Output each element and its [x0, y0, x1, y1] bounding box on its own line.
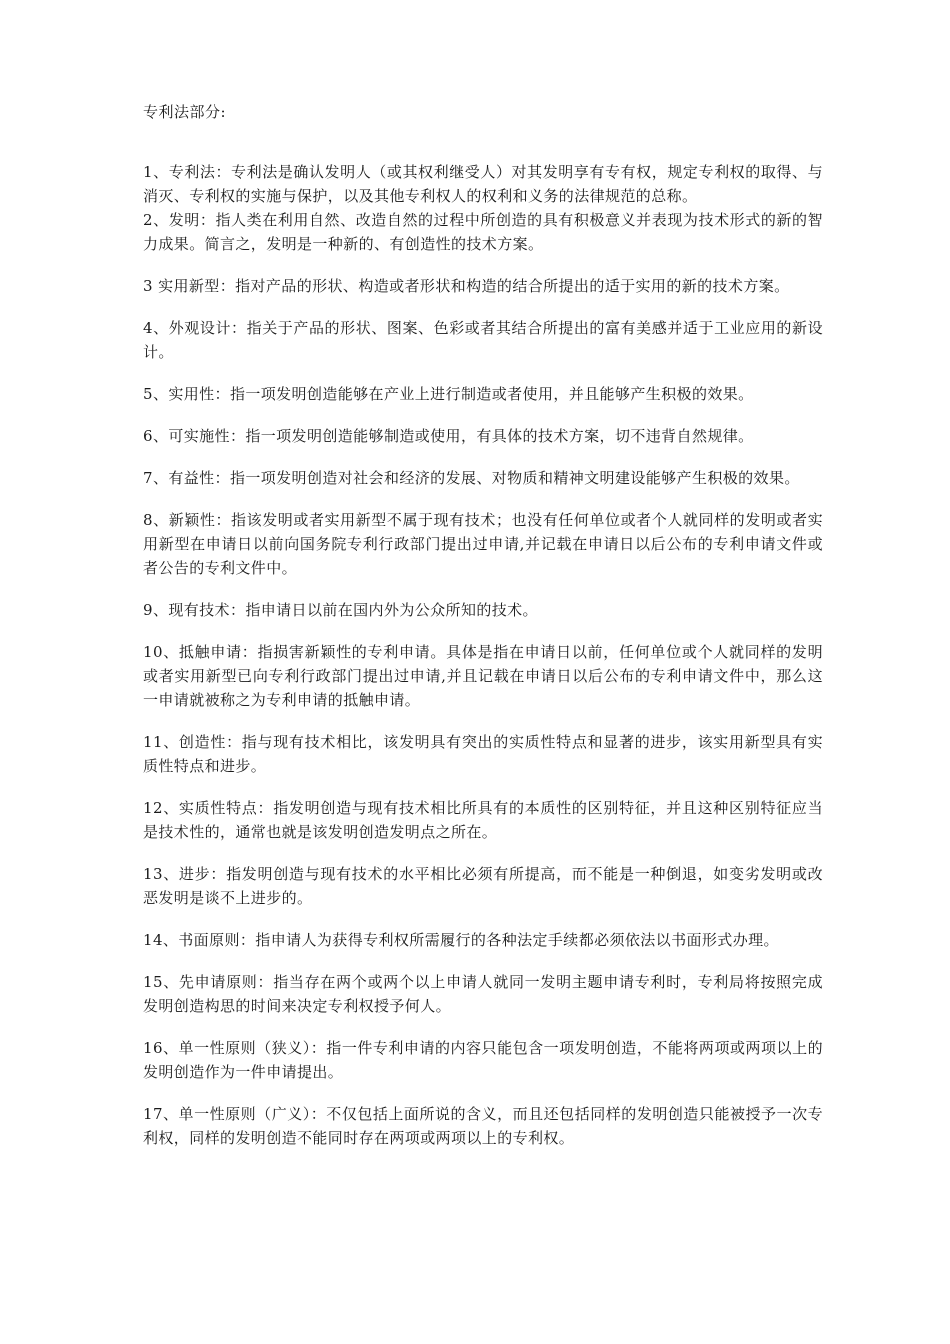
definition-entry-7: 7、有益性：指一项发明创造对社会和经济的发展、对物质和精神文明建设能够产生积极的效果。	[143, 469, 800, 487]
definition-entry-3: 3 实用新型：指对产品的形状、构造或者形状和构造的结合所提出的适于实用的新的技术方案。	[143, 277, 790, 295]
section-title: 专利法部分:	[143, 103, 227, 121]
definition-entry-1: 1、专利法：专利法是确认发明人（或其权利继受人）对其发明享有专有权，规定专利权的取得、与消灭、专利权的实施与保护，以及其他专利权人的权利和义务的法律规范的总称。	[143, 163, 823, 205]
definition-entry-11: 11、创造性：指与现有技术相比，该发明具有突出的实质性特点和显著的进步，该实用新型具有实质性特点和进步。	[143, 733, 823, 775]
definition-entry-17: 17、单一性原则（广义）：不仅包括上面所说的含义，而且还包括同样的发明创造只能被授予一次专利权，同样的发明创造不能同时存在两项或两项以上的专利权。	[143, 1105, 823, 1147]
definition-entry-16: 16、单一性原则（狭义）：指一件专利申请的内容只能包含一项发明创造，不能将两项或两项以上的发明创造作为一件申请提出。	[143, 1039, 823, 1081]
definition-entry-4: 4、外观设计：指关于产品的形状、图案、色彩或者其结合所提出的富有美感并适于工业应用的新设计。	[143, 319, 823, 361]
definition-entry-5: 5、实用性：指一项发明创造能够在产业上进行制造或者使用，并且能够产生积极的效果。	[143, 385, 754, 403]
definition-entry-8: 8、新颖性：指该发明或者实用新型不属于现有技术；也没有任何单位或者个人就同样的发明或者实用新型在申请日以前向国务院专利行政部门提出过申请,并记载在申请日以后公布的专利申请文件或者公告的专利文件中。	[143, 511, 823, 577]
definition-entry-12: 12、实质性特点：指发明创造与现有技术相比所具有的本质性的区别特征，并且这种区别特征应当是技术性的，通常也就是该发明创造发明点之所在。	[143, 799, 823, 841]
document-page	[143, 100, 823, 1150]
definition-entry-15: 15、先申请原则：指当存在两个或两个以上申请人就同一发明主题申请专利时，专利局将按照完成发明创造构思的时间来决定专利权授予何人。	[143, 973, 823, 1015]
definition-entry-10: 10、抵触申请：指损害新颖性的专利申请。具体是指在申请日以前，任何单位或个人就同样的发明或者实用新型已向专利行政部门提出过申请,并且记载在申请日以后公布的专利申请文件中，那么这一申请就被称之为专利申请的抵触申请。	[143, 643, 823, 709]
definition-entry-6: 6、可实施性：指一项发明创造能够制造或使用，有具体的技术方案，切不违背自然规律。	[143, 427, 754, 445]
definition-entry-14: 14、书面原则：指申请人为获得专利权所需履行的各种法定手续都必须依法以书面形式办理。	[143, 931, 779, 949]
definition-entry-13: 13、进步：指发明创造与现有技术的水平相比必须有所提高，而不能是一种倒退，如变劣发明或改恶发明是谈不上进步的。	[143, 865, 823, 907]
definition-entry-2: 2、发明：指人类在利用自然、改造自然的过程中所创造的具有积极意义并表现为技术形式的新的智力成果。简言之，发明是一种新的、有创造性的技术方案。	[143, 211, 823, 253]
definition-entry-9: 9、现有技术：指申请日以前在国内外为公众所知的技术。	[143, 601, 538, 619]
